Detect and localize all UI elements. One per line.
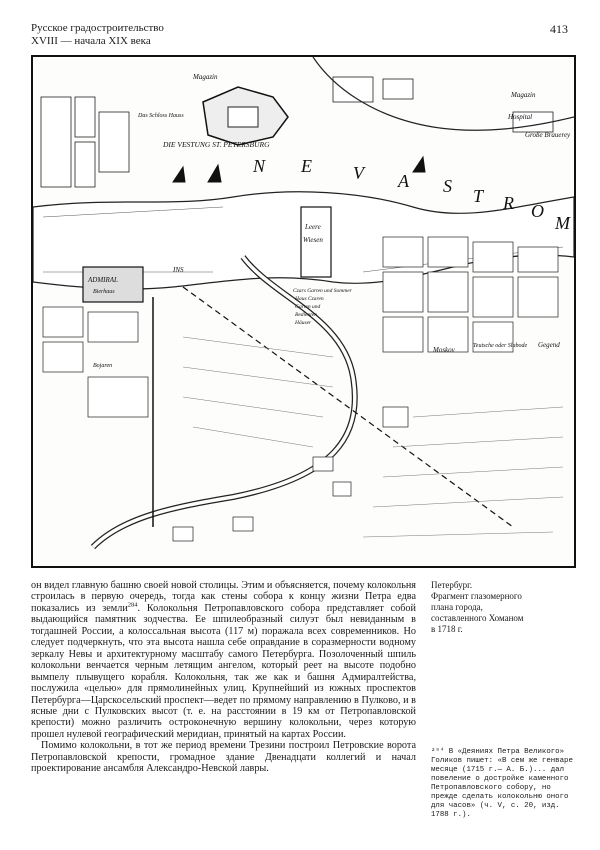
marsh-hatching [183,337,563,537]
footnote-ref: 284 [127,601,138,609]
label-neva-e: E [301,156,312,176]
figure-caption [431,580,576,635]
label-strom-t: T [473,186,484,206]
label-wiesen: Wiesen [303,236,323,244]
label-bierhaus: Bierhaus [93,289,115,295]
label-strom-r: R [503,193,514,213]
paragraph-1 [31,580,416,740]
label-magazin-right: Magazin [511,91,536,99]
label-garten2: Haus Czaren [295,296,324,302]
label-ins: INS [173,266,184,274]
caption-line3: плана города, [431,602,483,612]
ships [173,157,425,182]
map-drawing [33,57,574,566]
label-gegend: Gegend [538,341,560,349]
label-neva-a: A [398,171,409,191]
label-neva-n: N [253,156,266,176]
label-leere: Leere [305,223,321,231]
label-magazin-left: Magazin [193,73,218,81]
paragraph-1-start: он видел главную башню своей новой столицы. Этим и объясняется, почему колокольня строилась в первую очередь, тогда как стены собора к концу жизни Петра едва показались из земли [31,580,416,614]
caption-line5: в 1718 г. [431,624,463,634]
label-strom-m: M [555,213,570,233]
running-title-line1: Русское градостроительство [31,22,164,34]
label-schloss: Das Schloss Hauss [138,113,184,119]
label-hospital: Hospital [508,113,533,121]
left-blocks [41,97,129,187]
running-head [31,22,164,48]
label-garten1: Czars Garten und Sommer [293,288,352,294]
label-garten3: Garten und [295,304,321,310]
label-neva-v: V [353,163,364,183]
label-garten4: Bedienten [295,312,317,318]
label-moskov: Moskov [433,346,455,354]
label-slaboda: Teutsche oder Slabode [473,343,528,349]
label-brauerey: Große Brauerey [525,131,571,139]
caption-line1: Петербург. [431,580,473,590]
paragraph-2: Помимо колокольни, в тот же период времени Трезини построил Петровские ворота Петропавловской крепости, громадное здание Двенадцати коллегий и начал проектирование ансамбля Александро-Невской лавры. [31,740,416,775]
caption-line2: Фрагмент глазомерного [431,591,522,601]
admiralty [83,267,143,302]
page-number: 413 [550,22,568,36]
body-text [31,580,416,775]
label-strom-s: S [443,176,452,196]
paragraph-1-cont: . Колокольня Петропавловского собора представляет собой выдающийся памятник зодчества. Ее шпилеобразный силуэт был невиданным в тогдашней России, а колоссальная высота (117 м) поражала всех современников. Но следует подчеркнуть, что эта высота нашла себе оправдание в соразмерности водному зеркалу Невы и архитектурному масштабу самого Петербурга. Позолоченный шпиль колокольни венчается черным летящим ангелом, который реет на высоте подобно вымпелу плывущего корабля. Колокольня, так же как и башня Адмиралтейства, послужила «целью» для прямолинейных улиц. Крупнейший из южных проспектов Петербурга—Царскосельский проспект—ведет по прямому направлению в Пулково, и в ясные дни с Пулковских высот (т. е. на расстоянии в 19 км от Петропавловской крепости) можно различить остроконечную вершину колокольни, через которую прошел нулевой географический меридиан, принятый на картах России. [31,602,416,740]
label-strom-o: O [531,201,544,221]
running-title-line2: XVIII — начала XIX века [31,35,151,47]
label-admiral: ADMIRAL [88,276,118,284]
city-plan-map [31,55,576,568]
label-bojaren: Bojaren [93,363,113,369]
left-lower-blocks [43,307,148,417]
label-vestung: DIE VESTUNG ST. PETERSBURG [163,140,270,149]
south-buildings [173,407,408,541]
fortress-inner [228,107,258,127]
caption-line4: составленного Хоманом [431,613,524,623]
footnote: ²⁸⁴ В «Деяниях Петра Великого» Голиков пишет: «В сем же генваре месяце (1715 г.— А. Б.)... дал повеление о достройке каменного Петропавловского собору, но прежде сделать колокольню оного для часов» (ч. V, с. 20, изд. 1788 г.). [431,748,573,819]
label-garten5: Häuser [295,320,312,326]
